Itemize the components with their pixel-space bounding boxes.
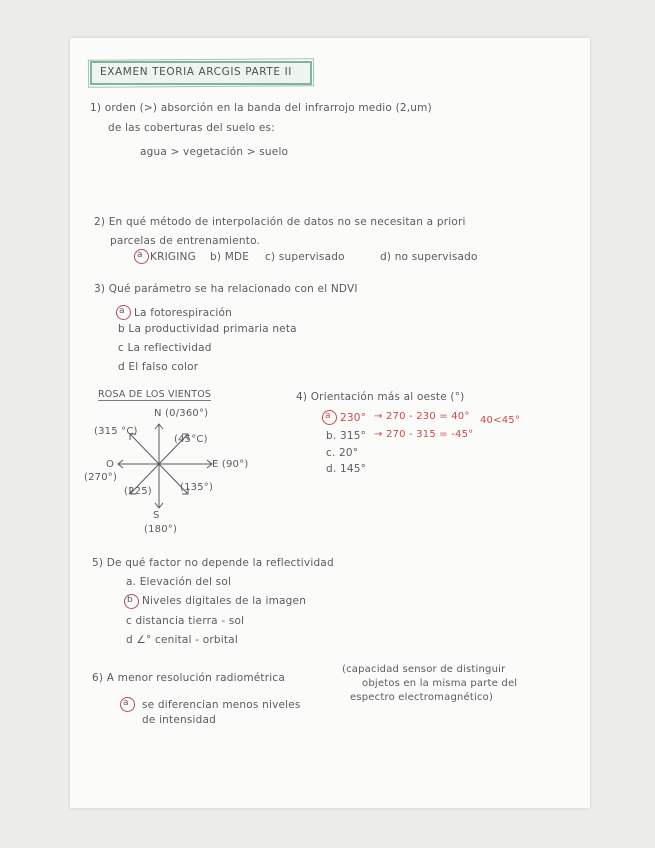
q5-option-d: d ∠° cenital - orbital [126,634,238,646]
q1-line1: 1) orden (>) absorción en la banda del infrarrojo medio (2,um) [90,102,432,114]
q4-option-b: b. 315° [326,430,367,442]
rosa-south-degrees: (180°) [144,524,178,535]
q6-question: 6) A menor resolución radiométrica [92,672,285,684]
q4-side-note: 40<45° [480,415,521,426]
q5-option-a: a. Elevación del sol [126,576,232,588]
rosa-northwest: (315 °C) [94,426,138,437]
rosa-south: S [153,510,160,521]
title-box [90,61,312,85]
q2-option-c: c) supervisado [265,251,345,263]
q3-marker: a [119,306,125,316]
q4-marker: a [325,411,331,421]
q5-option-c: c distancia tierra - sol [126,615,245,627]
q6-answer-line1: se diferencian menos niveles [142,699,301,711]
q3-option-a: La fotorespiración [134,307,233,319]
q6-answer-line2: de intensidad [142,714,217,726]
q3-question: 3) Qué parámetro se ha relacionado con el NDVI [94,283,358,295]
q1-answer: agua > vegetación > suelo [140,146,289,158]
rosa-west-degrees: (270°) [84,472,118,483]
exam-title: EXAMEN TEORIA ARCGIS PARTE II [100,66,292,78]
q6-note-line1: (capacidad sensor de distinguir [342,664,506,675]
q2-line1: 2) En qué método de interpolación de datos no se necesitan a priori [94,216,466,228]
q5-marker: b [127,595,133,605]
q2-option-d: d) no supervisado [380,251,478,263]
q6-note-line3: espectro electromagnético) [350,692,494,703]
q4-option-a: 230° [340,412,367,424]
q4-option-c: c. 20° [326,447,359,459]
q3-option-b: b La productividad primaria neta [118,323,297,335]
q6-marker: a [123,698,129,708]
q4-calc-a: → 270 - 230 = 40° [374,411,470,422]
exam-sheet [70,38,590,808]
rosa-southwest: (225) [124,486,152,497]
q5-question: 5) De qué factor no depende la reflectividad [92,557,334,569]
q3-option-d: d El falso color [118,361,199,373]
rosa-title: ROSA DE LOS VIENTOS [98,389,212,400]
rosa-west: O [106,459,115,470]
rosa-northeast: (45°C) [174,434,208,445]
q2-option-b: b) MDE [210,251,250,263]
q4-option-d: d. 145° [326,463,367,475]
q4-question: 4) Orientación más al oeste (°) [296,391,465,403]
q2-marker: a [137,250,143,260]
q1-line2: de las coberturas del suelo es: [108,122,275,134]
q6-note-line2: objetos en la misma parte del [362,678,518,689]
wind-rose-drawing [110,414,220,514]
q2-option-a: KRIGING [150,251,196,263]
q5-option-b: Niveles digitales de la imagen [142,595,307,607]
rosa-southeast: (135°) [180,482,214,493]
q2-line2: parcelas de entrenamiento. [110,235,261,247]
rosa-north: N (0/360°) [154,408,209,419]
q4-calc-b: → 270 - 315 = -45° [374,429,474,440]
q3-option-c: c La reflectividad [118,342,212,354]
rosa-east: E (90°) [212,459,249,470]
